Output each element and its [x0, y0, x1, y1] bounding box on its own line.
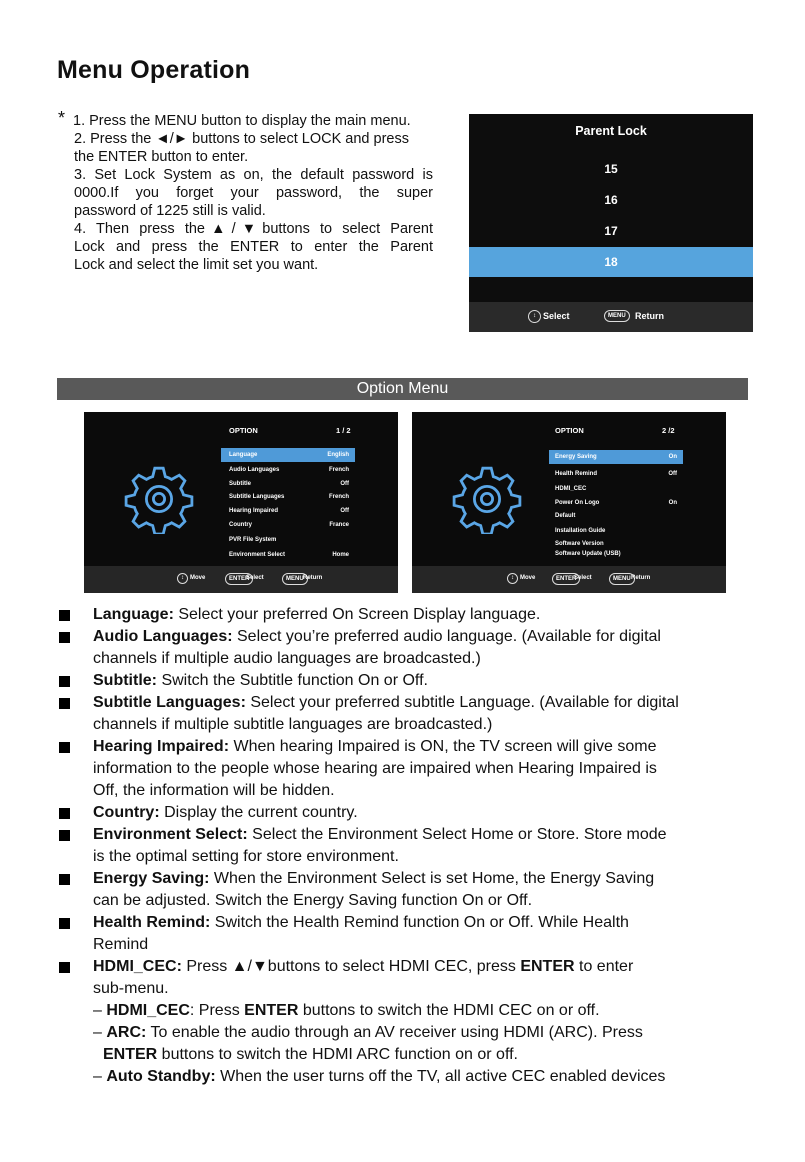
item-term: HDMI_CEC: — [93, 958, 182, 975]
option-row-country[interactable] — [221, 518, 355, 532]
sub-item-auto-standby — [57, 1066, 757, 1088]
select-hint: Select — [246, 575, 264, 581]
list-item — [57, 824, 757, 868]
option-row-subtitle[interactable] — [221, 477, 355, 491]
dash: – — [93, 1002, 107, 1019]
row-label: PVR File System — [229, 537, 277, 543]
list-item — [57, 868, 757, 912]
item-text: sub-menu. — [93, 980, 169, 997]
list-item — [57, 670, 757, 692]
row-label: Power On Logo — [555, 500, 600, 506]
row-label: Country — [229, 522, 252, 528]
select-hint: Select — [574, 575, 592, 581]
age-option-15[interactable]: 15 — [604, 162, 618, 176]
updown-icon: ↕ — [507, 573, 518, 584]
move-hint: Move — [190, 575, 206, 581]
row-label: Health Remind — [555, 471, 598, 477]
item-term: Environment Select: — [93, 826, 248, 843]
age-option-18[interactable]: 18 — [469, 247, 753, 277]
item-text: To enable the audio through an AV receiver using HDMI (ARC). Press — [146, 1024, 643, 1041]
item-term: Auto Standby: — [106, 1068, 216, 1085]
item-text: Switch the Subtitle function On or Off. — [157, 672, 428, 689]
option-row-hearing-impaired[interactable] — [221, 504, 355, 518]
updown-icon: ↕ — [528, 310, 541, 323]
row-label: Energy Saving — [555, 454, 597, 460]
item-text: information to the people whose hearing are impaired when Hearing Impaired is — [93, 760, 657, 777]
row-value: Off — [668, 471, 677, 477]
row-value: French — [328, 467, 349, 473]
row-value: On — [668, 454, 677, 460]
step-line: 1. Press the MENU button to display the main menu. — [73, 113, 411, 129]
option-row-power-on-logo[interactable] — [549, 496, 683, 510]
item-key: ENTER — [103, 1046, 158, 1063]
row-label: Audio Languages — [229, 467, 280, 473]
option-row-subtitle-languages[interactable] — [221, 490, 355, 504]
menu-key-icon: MENU — [609, 573, 635, 585]
gear-icon — [124, 464, 194, 534]
bullet-square-icon — [59, 742, 70, 753]
parent-lock-steps — [57, 108, 433, 274]
step-line: Lock and select the limit set you want. — [74, 257, 319, 273]
step-line: 3. Set Lock System as on, the default password is — [74, 167, 433, 183]
item-text: buttons to switch the HDMI ARC function on or off. — [157, 1046, 518, 1063]
item-key: ENTER — [520, 958, 575, 975]
item-text: Select you’re preferred audio language. (Available for digital — [232, 628, 661, 645]
footnote-star: * — [58, 108, 66, 128]
row-value: On — [668, 500, 677, 506]
return-hint: Return — [631, 575, 651, 581]
bullet-square-icon — [59, 676, 70, 687]
item-text: Switch the Health Remind function On or Off. While Health — [210, 914, 629, 931]
bullet-square-icon — [59, 698, 70, 709]
item-text: buttons to switch the HDMI CEC on or off. — [298, 1002, 600, 1019]
list-item — [57, 802, 757, 824]
item-text: : Press — [189, 1002, 245, 1019]
dash: – — [93, 1024, 107, 1041]
item-text: When the user turns off the TV, all active CEC enabled devices — [215, 1068, 666, 1085]
menu-key-icon: MENU — [282, 573, 308, 585]
item-text: When hearing Impaired is ON, the TV screen will give some — [229, 738, 657, 755]
sub-item-arc — [57, 1022, 757, 1066]
item-text: Off, the information will be hidden. — [93, 782, 335, 799]
step-line: 0000.If you forget your password, the super — [74, 185, 433, 201]
select-hint: Select — [543, 311, 570, 321]
option-screen-page-2 — [412, 412, 726, 593]
item-text: Select the Environment Select Home or Store. Store mode — [247, 826, 667, 843]
item-text: Press ▲/▼buttons to select HDMI CEC, press — [181, 958, 521, 975]
item-term: Hearing Impaired: — [93, 738, 230, 755]
menu-key-icon: MENU — [604, 310, 630, 322]
step-line: Lock and press the ENTER to enter the Parent — [74, 239, 433, 255]
row-label: Subtitle Languages — [229, 494, 285, 500]
row-label: Hearing Impaired — [229, 508, 279, 514]
option-row-default[interactable] — [549, 509, 683, 523]
row-label: Environment Select — [229, 552, 286, 558]
return-hint: Return — [303, 575, 323, 581]
row-value: France — [329, 522, 349, 528]
row-value: French — [328, 494, 349, 500]
gear-icon — [452, 464, 522, 534]
step-line: 2. Press the ◄/► buttons to select LOCK and press — [74, 131, 409, 147]
bullet-square-icon — [59, 830, 70, 841]
item-text: to enter — [574, 958, 634, 975]
item-text: Display the current country. — [159, 804, 358, 821]
enter-key-icon: ENTER — [225, 573, 253, 585]
list-item-hdmi-cec — [57, 956, 757, 1000]
row-label: Default — [555, 513, 576, 519]
option-row-pvr-file-system[interactable] — [221, 533, 355, 547]
item-term: Language: — [93, 606, 174, 623]
item-term: Subtitle: — [93, 672, 157, 689]
option-row-hdmi-cec[interactable] — [549, 482, 683, 496]
option-row-health-remind[interactable] — [549, 467, 683, 481]
option-title: OPTION — [229, 426, 258, 435]
page-indicator: 2 /2 — [662, 426, 675, 435]
return-hint: Return — [635, 311, 664, 321]
option-row-environment-select[interactable] — [221, 548, 355, 562]
item-text: is the optimal setting for store environment. — [93, 848, 399, 865]
row-label: Installation Guide — [555, 528, 606, 534]
list-item — [57, 692, 757, 736]
parent-lock-footer — [469, 302, 753, 332]
page-indicator: 1 / 2 — [336, 426, 351, 435]
row-value: English — [327, 452, 349, 458]
option-row-installation-guide[interactable] — [549, 524, 683, 538]
dash: – — [93, 1068, 107, 1085]
row-label: Subtitle — [229, 481, 251, 487]
list-item — [57, 604, 757, 626]
item-text: Select your preferred On Screen Display language. — [173, 606, 541, 623]
item-term: Health Remind: — [93, 914, 211, 931]
row-label: HDMI_CEC — [555, 486, 587, 492]
row-label: Language — [229, 452, 258, 458]
item-key: ENTER — [244, 1002, 299, 1019]
step-line: password of 1225 still is valid. — [74, 203, 266, 219]
item-term: HDMI_CEC — [106, 1002, 190, 1019]
option-footer — [412, 566, 726, 593]
item-text: Remind — [93, 936, 149, 953]
enter-key-icon: ENTER — [552, 573, 580, 585]
list-item — [57, 626, 757, 670]
bullet-square-icon — [59, 808, 70, 819]
bullet-square-icon — [59, 918, 70, 929]
option-row-energy-saving[interactable] — [549, 450, 683, 464]
option-menu-heading: Option Menu — [57, 378, 748, 400]
step-line: the ENTER button to enter. — [74, 149, 249, 165]
item-term: Subtitle Languages: — [93, 694, 246, 711]
option-row-language[interactable] — [221, 448, 355, 462]
bullet-square-icon — [59, 962, 70, 973]
item-term: Energy Saving: — [93, 870, 210, 887]
option-row-audio-languages[interactable] — [221, 463, 355, 477]
bullet-square-icon — [59, 874, 70, 885]
row-value: Home — [332, 552, 349, 558]
row-label: Software Update (USB) — [555, 551, 621, 557]
item-term: Country: — [93, 804, 160, 821]
bullet-square-icon — [59, 632, 70, 643]
option-descriptions — [57, 604, 757, 1088]
page-title: Menu Operation — [57, 56, 251, 84]
bullet-square-icon — [59, 610, 70, 621]
item-text: channels if multiple audio languages are broadcasted.) — [93, 650, 481, 667]
list-item — [57, 736, 757, 802]
step-line: 4. Then press the▲/▼buttons to select Parent — [74, 221, 433, 237]
row-label: Software Version — [555, 541, 604, 547]
option-title: OPTION — [555, 426, 584, 435]
row-value: Off — [340, 508, 349, 514]
option-row-software-update[interactable] — [549, 547, 683, 561]
item-text: Select your preferred subtitle Language. (Available for digital — [245, 694, 679, 711]
list-item — [57, 912, 757, 956]
age-option-17[interactable]: 17 — [604, 224, 618, 238]
item-text: channels if multiple subtitle languages are broadcasted.) — [93, 716, 493, 733]
parent-lock-title: Parent Lock — [575, 124, 647, 138]
item-text: can be adjusted. Switch the Energy Saving function On or Off. — [93, 892, 533, 909]
parent-lock-screen — [469, 114, 753, 332]
item-text: When the Environment Select is set Home, the Energy Saving — [209, 870, 655, 887]
age-option-16[interactable]: 16 — [604, 193, 618, 207]
option-footer — [84, 566, 398, 593]
item-term: ARC: — [106, 1024, 147, 1041]
sub-item-hdmi-cec — [57, 1000, 757, 1022]
item-term: Audio Languages: — [93, 628, 233, 645]
updown-icon: ↕ — [177, 573, 188, 584]
option-screen-page-1 — [84, 412, 398, 593]
move-hint: Move — [520, 575, 536, 581]
row-value: Off — [340, 481, 349, 487]
